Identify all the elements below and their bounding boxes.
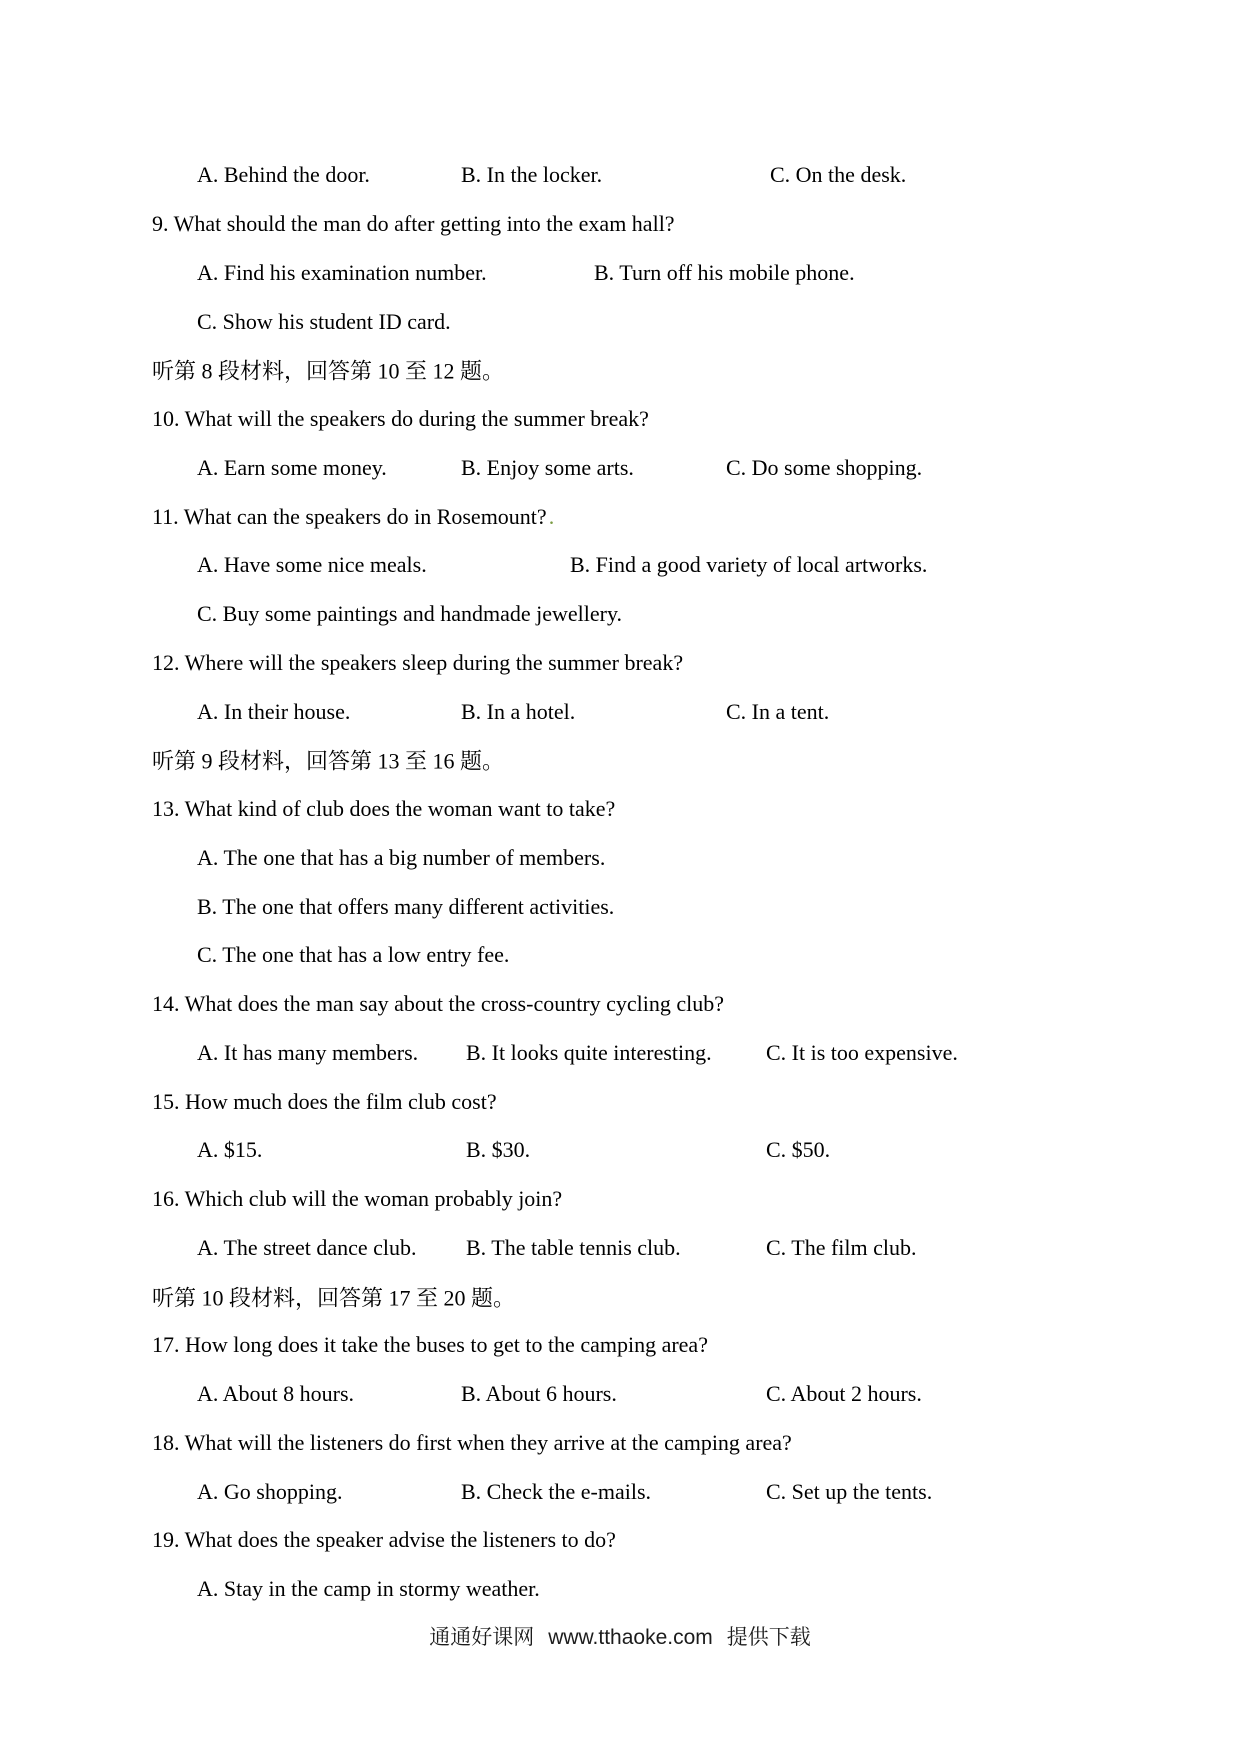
option-a: A. Earn some money. xyxy=(197,454,387,480)
footer-site-name: 通通好课网 xyxy=(429,1626,535,1649)
question-text: 17. How long does it take the buses to get to the camping area? xyxy=(152,1332,708,1358)
option-row-q9-ab xyxy=(0,249,1240,298)
question-text: 10. What will the speakers do during the summer break? xyxy=(152,406,649,432)
question-19 xyxy=(0,1516,1240,1565)
section-header-text: 听第 10 段材料，回答第 17 至 20 题。 xyxy=(152,1285,516,1311)
option-c: C. On the desk. xyxy=(770,162,907,188)
option-row-q13-c xyxy=(0,931,1240,980)
question-text: 18. What will the listeners do first when they arrive at the camping area? xyxy=(152,1429,792,1455)
listening-exam-content xyxy=(0,151,1240,1614)
option-a: A. $15. xyxy=(197,1137,263,1163)
option-c: C. Show his student ID card. xyxy=(197,308,451,334)
section-header-8 xyxy=(0,346,1240,395)
option-row-q10 xyxy=(0,444,1240,493)
option-a: A. Find his examination number. xyxy=(197,259,487,285)
section-header-text: 听第 8 段材料，回答第 10 至 12 题。 xyxy=(152,358,505,384)
option-row-q16 xyxy=(0,1224,1240,1273)
option-b: B. $30. xyxy=(466,1137,531,1163)
question-text: 16. Which club will the woman probably join? xyxy=(152,1186,563,1212)
option-c: C. About 2 hours. xyxy=(766,1381,922,1407)
question-text: 15. How much does the film club cost? xyxy=(152,1088,497,1114)
question-12 xyxy=(0,639,1240,688)
stray-mark: . xyxy=(548,503,555,529)
option-row-q14 xyxy=(0,1029,1240,1078)
option-b: B. The table tennis club. xyxy=(466,1234,681,1260)
page-footer xyxy=(0,1613,1240,1662)
option-row-q9-c xyxy=(0,297,1240,346)
section-header-10 xyxy=(0,1272,1240,1321)
option-c: C. The film club. xyxy=(766,1234,917,1260)
question-14 xyxy=(0,980,1240,1029)
section-header-text: 听第 9 段材料，回答第 13 至 16 题。 xyxy=(152,748,505,774)
question-text: 13. What kind of club does the woman want to take? xyxy=(152,796,616,822)
option-c: C. The one that has a low entry fee. xyxy=(197,942,510,968)
option-a: A. Stay in the camp in stormy weather. xyxy=(197,1576,540,1602)
option-b: B. The one that offers many different activities. xyxy=(197,893,615,919)
option-b: B. Check the e-mails. xyxy=(461,1478,652,1504)
question-9 xyxy=(0,200,1240,249)
option-c: C. $50. xyxy=(766,1137,831,1163)
option-b: B. Enjoy some arts. xyxy=(461,454,634,480)
question-16 xyxy=(0,1175,1240,1224)
option-b: B. It looks quite interesting. xyxy=(466,1039,712,1065)
option-row-q18 xyxy=(0,1467,1240,1516)
option-b: B. In the locker. xyxy=(461,162,603,188)
option-a: A. It has many members. xyxy=(197,1039,419,1065)
footer-url: www.tthaoke.com xyxy=(548,1626,713,1649)
question-13 xyxy=(0,785,1240,834)
option-row-q11-ab xyxy=(0,541,1240,590)
option-c: C. It is too expensive. xyxy=(766,1039,958,1065)
option-a: A. About 8 hours. xyxy=(197,1381,355,1407)
option-a: A. Have some nice meals. xyxy=(197,552,427,578)
question-17 xyxy=(0,1321,1240,1370)
option-row-q12 xyxy=(0,687,1240,736)
question-11 xyxy=(0,492,1240,541)
question-text-wrap xyxy=(152,504,554,530)
option-a: A. Behind the door. xyxy=(197,162,370,188)
option-a: A. In their house. xyxy=(197,698,351,724)
question-text: 12. Where will the speakers sleep during the summer break? xyxy=(152,649,684,675)
option-a: A. Go shopping. xyxy=(197,1478,343,1504)
question-text: 19. What does the speaker advise the listeners to do? xyxy=(152,1527,616,1553)
option-b: B. In a hotel. xyxy=(461,698,576,724)
option-c: C. Do some shopping. xyxy=(726,454,923,480)
option-row-q19-a xyxy=(0,1565,1240,1614)
option-row-q13-a xyxy=(0,834,1240,883)
option-a: A. The street dance club. xyxy=(197,1234,417,1260)
question-text: 11. What can the speakers do in Rosemount? xyxy=(152,503,547,529)
option-c: C. Set up the tents. xyxy=(766,1478,933,1504)
option-row-q17 xyxy=(0,1370,1240,1419)
option-c: C. In a tent. xyxy=(726,698,830,724)
option-b: B. About 6 hours. xyxy=(461,1381,617,1407)
option-row-q15 xyxy=(0,1126,1240,1175)
option-c: C. Buy some paintings and handmade jewellery. xyxy=(197,601,623,627)
option-row-q11-c xyxy=(0,590,1240,639)
option-row-q13-b xyxy=(0,882,1240,931)
section-header-9 xyxy=(0,736,1240,785)
option-b: B. Find a good variety of local artworks. xyxy=(570,552,928,578)
option-a: A. The one that has a big number of members. xyxy=(197,844,606,870)
footer-note: 提供下载 xyxy=(726,1626,811,1649)
option-row-q8 xyxy=(0,151,1240,200)
question-text: 9. What should the man do after getting into the exam hall? xyxy=(152,211,675,237)
question-15 xyxy=(0,1077,1240,1126)
option-b: B. Turn off his mobile phone. xyxy=(594,259,855,285)
question-18 xyxy=(0,1419,1240,1468)
question-10 xyxy=(0,395,1240,444)
question-text: 14. What does the man say about the cross-country cycling club? xyxy=(152,991,725,1017)
